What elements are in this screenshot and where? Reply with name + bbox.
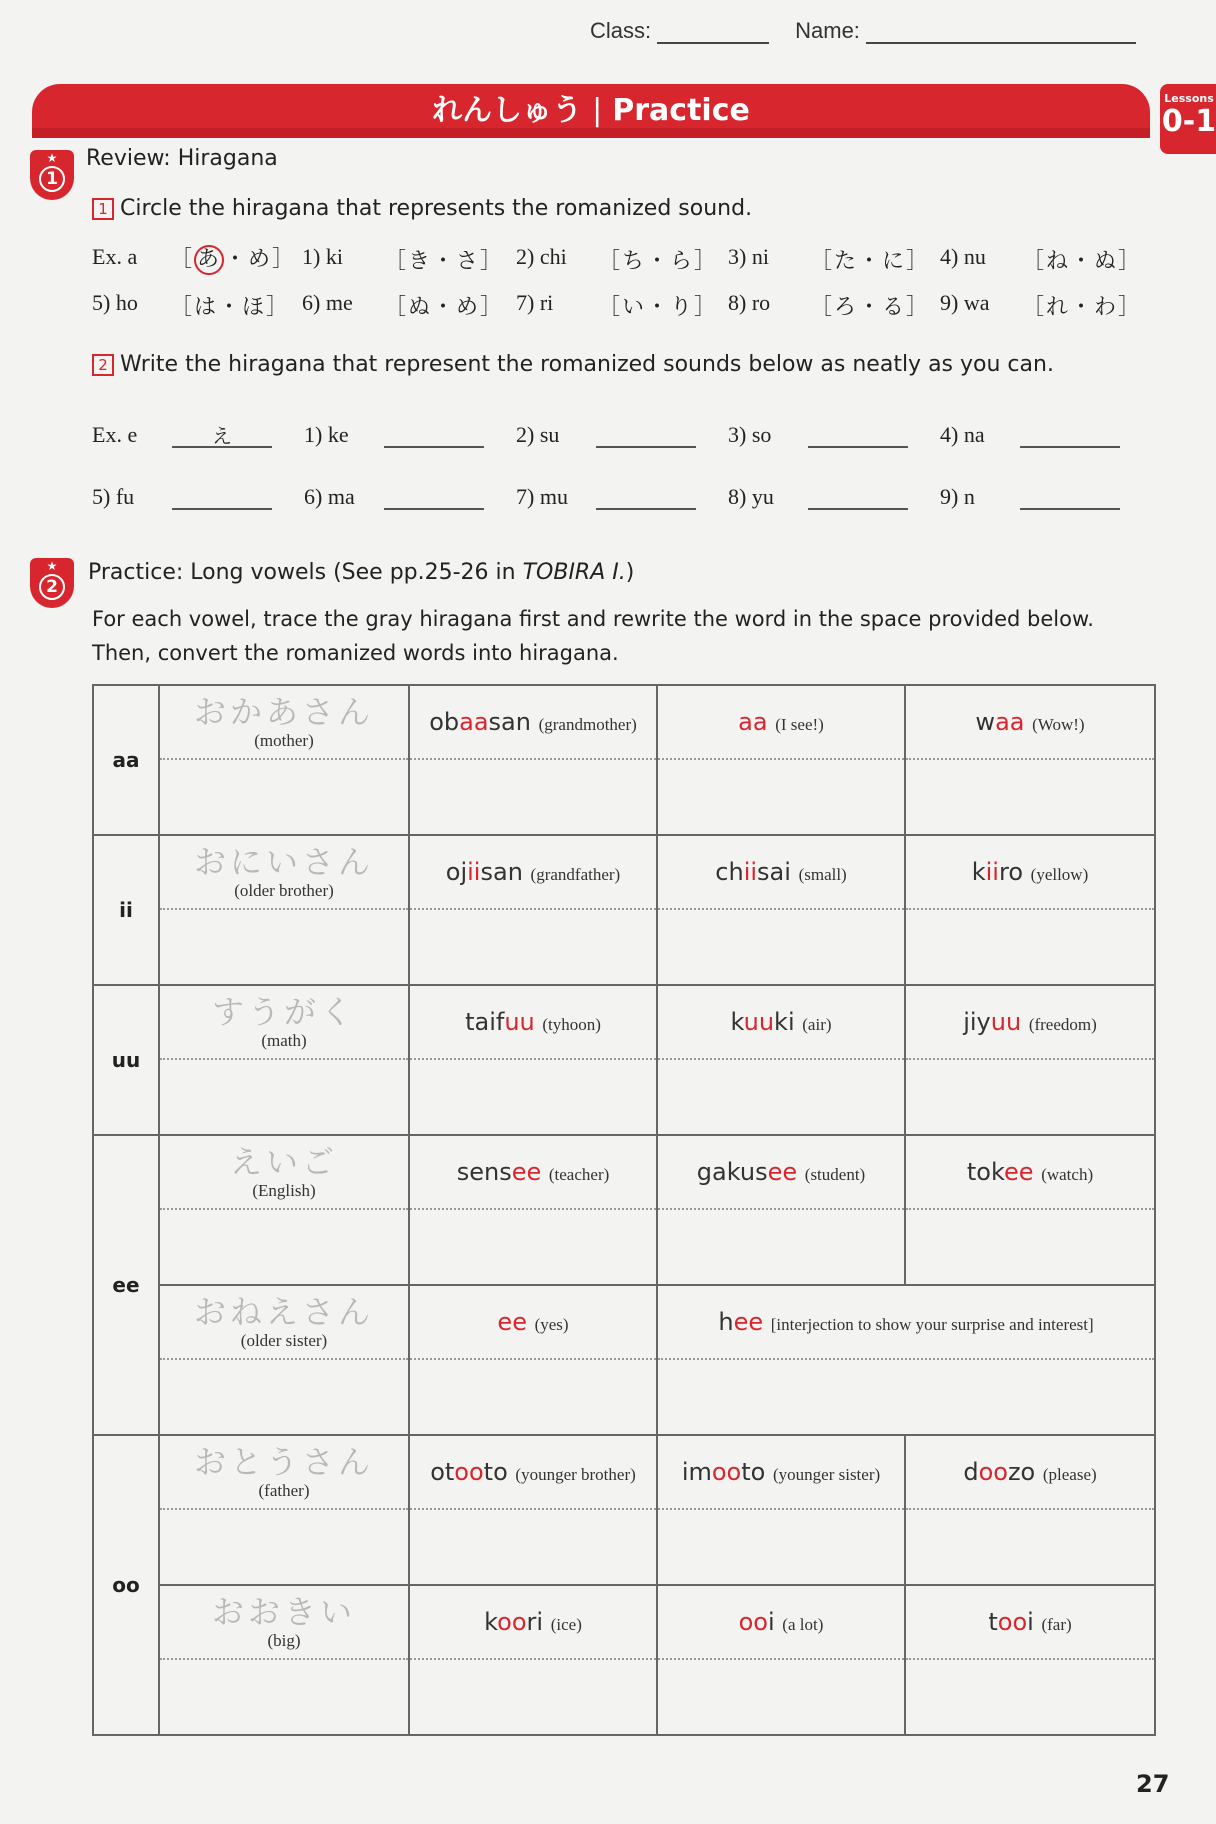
class-label: Class: (590, 18, 652, 43)
item-label: 7) ri (516, 290, 554, 315)
item-options[interactable]: ［き・さ］ (384, 249, 505, 274)
part-1-item (92, 290, 291, 320)
item-label: 2) su (516, 422, 560, 447)
name-label: Name: (795, 18, 860, 43)
word-cell[interactable] (905, 985, 1155, 1135)
word-cell[interactable] (409, 685, 657, 835)
item-label: 4) nu (940, 244, 986, 269)
word-cell[interactable] (657, 835, 905, 985)
part-1-instruction-line (92, 196, 752, 221)
answer-blank[interactable] (1020, 420, 1120, 448)
romaji-word: waa (Wow!) (975, 708, 1085, 736)
romaji-word: hee [interjection to show your surprise and interest] (718, 1308, 1094, 1336)
item-label: 6) me (302, 290, 353, 315)
word-cell[interactable] (409, 1585, 657, 1735)
romaji-word: imooto (younger sister) (681, 1458, 881, 1486)
part-1-item (516, 244, 719, 274)
part-2-item (92, 422, 137, 448)
item-options[interactable]: ［ね・ぬ］ (1022, 249, 1143, 274)
section-2-title (88, 560, 634, 585)
section-2-title-prefix: Practice: Long vowels (See pp.25-26 in (88, 560, 523, 585)
romaji-word: otooto (younger brother) (430, 1458, 636, 1486)
part-2-item (728, 422, 771, 448)
lessons-range: 0-1 (1161, 104, 1216, 139)
part-1-number: 1 (92, 198, 114, 220)
romaji-word: jiyuu (freedom) (963, 1008, 1097, 1036)
table-row-ee-2 (93, 1285, 1155, 1435)
item-label: 9) wa (940, 290, 990, 315)
vowel-label: ii (93, 835, 159, 985)
romaji-word: tooi (far) (988, 1608, 1072, 1636)
romaji-word: ojiisan (grandfather) (445, 858, 621, 886)
answer-blank[interactable] (808, 482, 908, 510)
part-2-number: 2 (92, 354, 114, 376)
trace-gloss: (older brother) (234, 881, 334, 900)
romaji-word: obaasan (grandmother) (429, 708, 637, 736)
section-1-title: Review: Hiragana (86, 146, 278, 171)
instruction-line-2: Then, convert the romanized words into hiragana. (92, 641, 619, 665)
word-cell[interactable] (905, 685, 1155, 835)
table-row-oo-1 (93, 1435, 1155, 1585)
part-1-item (302, 244, 505, 274)
word-cell[interactable] (657, 1135, 905, 1285)
word-cell[interactable] (409, 835, 657, 985)
romaji-word: ooi (a lot) (738, 1608, 824, 1636)
trace-hiragana: おとうさん (193, 1443, 374, 1481)
item-options[interactable]: ［れ・わ］ (1022, 295, 1143, 320)
table-row-aa (93, 685, 1155, 835)
class-field[interactable] (657, 18, 769, 44)
name-field[interactable] (866, 18, 1136, 44)
romaji-word: aa (I see!) (738, 708, 824, 736)
item-label: 3) so (728, 422, 772, 447)
trace-gloss: (English) (252, 1181, 316, 1200)
word-cell[interactable] (905, 1435, 1155, 1585)
item-label: 4) na (940, 422, 985, 447)
item-label: 3) ni (728, 244, 769, 269)
part-2-item (92, 484, 134, 510)
trace-cell[interactable] (159, 835, 409, 985)
item-label: 2) chi (516, 244, 567, 269)
answer-blank[interactable] (172, 420, 272, 448)
word-cell[interactable] (409, 1435, 657, 1585)
word-cell[interactable] (905, 1135, 1155, 1285)
part-1-item (940, 244, 1143, 274)
item-label: 7) mu (516, 484, 568, 509)
romaji-word: taifuu (tyhoon) (465, 1008, 601, 1036)
section-2-badge (30, 558, 74, 608)
instruction-line-1: For each vowel, trace the gray hiragana first and rewrite the word in the space provided below. (92, 607, 1094, 631)
part-1-item (302, 290, 505, 320)
star-icon: ★ (46, 151, 58, 165)
part-2-item (940, 422, 985, 448)
romaji-word: koori (ice) (484, 1608, 582, 1636)
word-cell[interactable] (905, 1585, 1155, 1735)
trace-gloss: (older sister) (240, 1331, 328, 1350)
item-label: 8) ro (728, 290, 771, 315)
item-label: Ex. a (92, 244, 138, 269)
banner-separator: | (592, 93, 603, 128)
vowel-label: oo (93, 1435, 159, 1735)
trace-hiragana: おにいさん (193, 843, 374, 881)
part-2-item (304, 484, 355, 510)
part-2-item (728, 484, 774, 510)
item-label: 6) ma (304, 484, 355, 509)
section-1-badge (30, 150, 74, 200)
part-2-item (304, 422, 349, 448)
page-number: 27 (1136, 1770, 1170, 1798)
item-options[interactable]: ［は・ほ］ (170, 295, 291, 320)
romaji-word: kiiro (yellow) (971, 858, 1089, 886)
vowel-label: uu (93, 985, 159, 1135)
word-cell[interactable] (409, 985, 657, 1135)
banner-title-en: Practice (612, 93, 750, 128)
answer-blank[interactable] (384, 420, 484, 448)
item-label: 8) yu (728, 484, 774, 509)
section-2-title-book: TOBIRA I. (522, 560, 626, 585)
word-cell[interactable] (657, 685, 905, 835)
trace-hiragana: えいご (229, 1143, 338, 1181)
lessons-label: Lessons (1164, 92, 1214, 105)
answer-blank[interactable] (172, 482, 272, 510)
trace-cell[interactable] (159, 685, 409, 835)
vowel-label: aa (93, 685, 159, 835)
answer-blank[interactable] (1020, 482, 1120, 510)
vowel-label: ee (93, 1135, 159, 1435)
word-cell-wide[interactable] (657, 1285, 1155, 1435)
romaji-word: sensee (teacher) (456, 1158, 610, 1186)
romaji-word: gakusee (student) (696, 1158, 866, 1186)
item-options[interactable]: ［ぬ・め］ (384, 295, 505, 320)
trace-hiragana: おねえさん (193, 1293, 374, 1331)
word-cell[interactable] (409, 1135, 657, 1285)
romaji-word: kuuki (air) (730, 1008, 832, 1036)
word-cell[interactable] (905, 835, 1155, 985)
options-rest: ・め］ (224, 247, 297, 272)
part-2-instruction: Write the hiragana that represent the romanized sounds below as neatly as you can. (120, 352, 1054, 377)
banner-title-jp: れんしゅう (432, 93, 583, 128)
section-1-number: 1 (39, 166, 65, 192)
trace-hiragana: おおきい (211, 1593, 356, 1631)
word-cell[interactable] (409, 1285, 657, 1435)
item-options[interactable]: ［ろ・る］ (810, 295, 931, 320)
answer-blank[interactable] (384, 482, 484, 510)
class-name-fields (590, 18, 1136, 44)
part-1-item (516, 290, 719, 320)
trace-cell[interactable] (159, 1585, 409, 1735)
trace-cell[interactable] (159, 985, 409, 1135)
word-cell[interactable] (657, 1585, 905, 1735)
item-label: Ex. e (92, 422, 138, 447)
romaji-word: chiisai (small) (715, 858, 847, 886)
trace-gloss: (father) (258, 1481, 310, 1500)
item-label: 1) ki (302, 244, 343, 269)
table-row-uu (93, 985, 1155, 1135)
romaji-word: doozo (please) (963, 1458, 1097, 1486)
trace-hiragana: すうがく (211, 993, 356, 1031)
item-options (170, 242, 296, 275)
answer-blank[interactable] (808, 420, 908, 448)
trace-gloss: (big) (267, 1631, 301, 1650)
answer-blank[interactable] (596, 482, 696, 510)
item-options[interactable]: ［い・り］ (598, 295, 719, 320)
romaji-word: tokee (watch) (966, 1158, 1094, 1186)
section-2-title-suffix: ) (625, 560, 635, 585)
bracket-open: ［ (170, 247, 195, 272)
part-1-item (728, 290, 931, 320)
section-2-number: 2 (39, 574, 65, 600)
item-options[interactable]: ［た・に］ (810, 249, 931, 274)
word-cell[interactable] (657, 985, 905, 1135)
table-row-oo-2 (93, 1585, 1155, 1735)
section-2-instructions (92, 602, 1094, 670)
item-label: 1) ke (304, 422, 349, 447)
trace-cell[interactable] (159, 1285, 409, 1435)
item-label: 5) ho (92, 290, 138, 315)
trace-cell[interactable] (159, 1435, 409, 1585)
trace-cell[interactable] (159, 1135, 409, 1285)
table-row-ii (93, 835, 1155, 985)
romaji-word: ee (yes) (497, 1308, 569, 1336)
part-1-item (728, 244, 931, 274)
trace-gloss: (math) (261, 1031, 307, 1050)
word-cell[interactable] (657, 1435, 905, 1585)
table-row-ee-1 (93, 1135, 1155, 1285)
part-1-example (92, 244, 297, 272)
part-2-instruction-line (92, 352, 1054, 377)
item-label: 9) n (940, 484, 975, 509)
trace-hiragana: おかあさん (193, 693, 374, 731)
practice-banner (32, 84, 1150, 138)
part-2-item (516, 422, 559, 448)
circled-answer: あ (194, 245, 224, 275)
part-1-instruction: Circle the hiragana that represents the romanized sound. (120, 196, 753, 221)
star-icon: ★ (46, 559, 58, 573)
long-vowel-table (92, 684, 1156, 1736)
part-2-item (940, 484, 975, 510)
answer-text: え (212, 424, 232, 448)
lessons-tab (1160, 84, 1216, 154)
answer-blank[interactable] (596, 420, 696, 448)
trace-gloss: (mother) (254, 731, 314, 750)
part-2-item (516, 484, 568, 510)
item-options[interactable]: ［ち・ら］ (598, 249, 719, 274)
item-label: 5) fu (92, 484, 135, 509)
part-1-item (940, 290, 1143, 320)
